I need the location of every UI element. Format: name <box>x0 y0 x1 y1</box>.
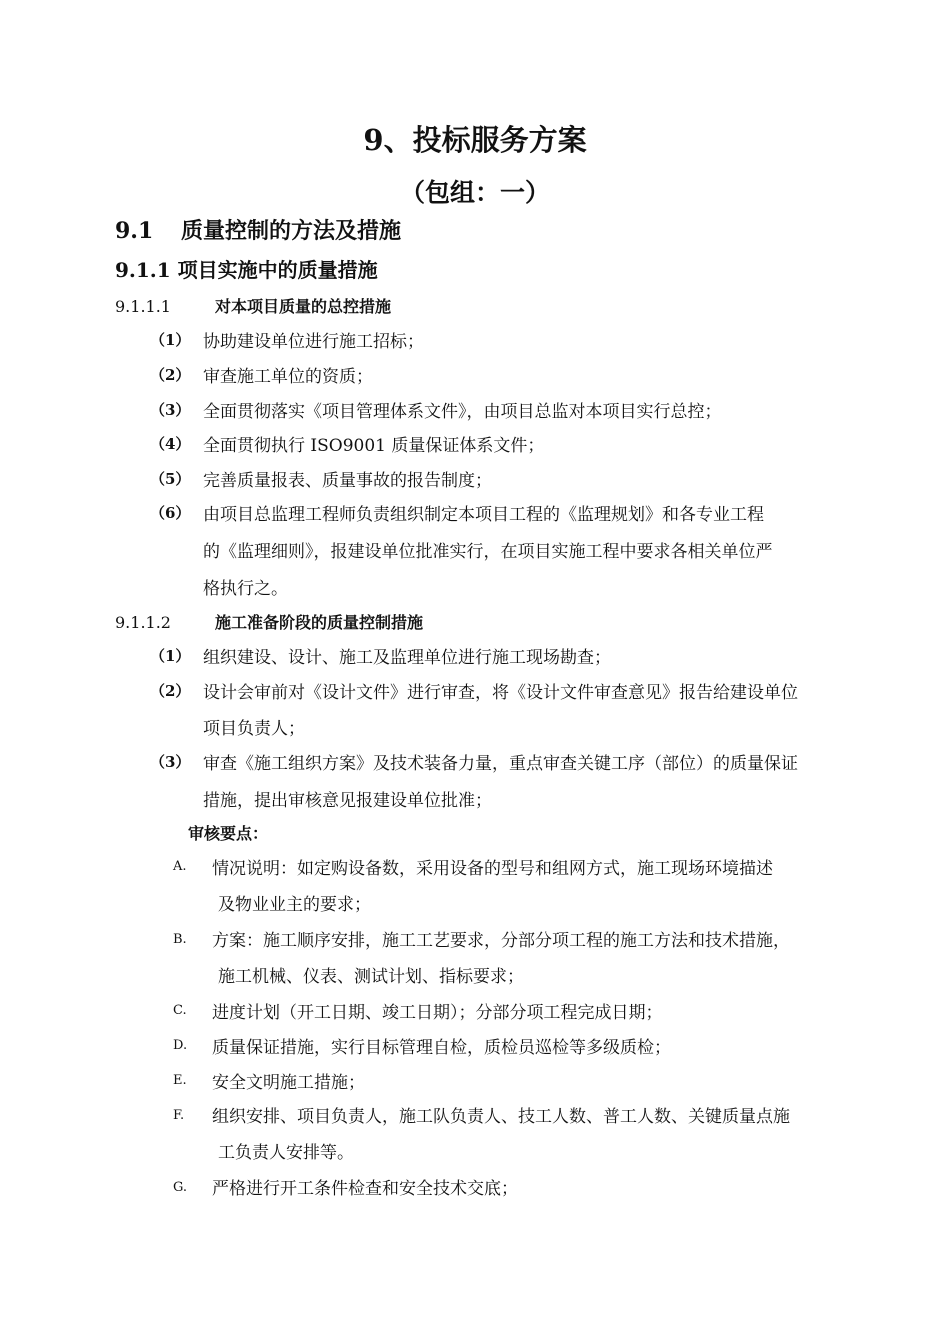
part1-number: 9.1.1.1 <box>115 297 171 316</box>
review-item-text: 组织安排、项目负责人，施工队负责人、技工人数、普工人数、关键质量点施 <box>212 1107 790 1127</box>
list-item-text: 协助建设单位进行施工招标； <box>203 332 424 352</box>
list-item-number: （5） <box>150 470 191 488</box>
review-item-text: 方案：施工顺序安排，施工工艺要求，分部分项工程的施工方法和技术措施， <box>212 931 790 951</box>
review-item-text: 质量保证措施，实行目标管理自检，质检员巡检等多级质检； <box>212 1038 671 1058</box>
list-item-number: （3） <box>150 401 191 419</box>
list-item-number: （1） <box>150 331 191 349</box>
review-item-text: 工负责人安排等。 <box>218 1143 354 1163</box>
review-item-text: 情况说明：如定购设备数，采用设备的型号和组网方式，施工现场环境描述 <box>212 859 773 879</box>
list-item-text: 项目负责人； <box>203 719 305 739</box>
list-item-text: 的《监理细则》，报建设单位批准实行，在项目实施工程中要求各相关单位严 <box>203 542 773 562</box>
list-item-number: （2） <box>150 366 191 384</box>
review-item-letter: F. <box>173 1108 185 1123</box>
list-item-text: 完善质量报表、质量事故的报告制度； <box>203 471 492 491</box>
part1-title: 对本项目质量的总控措施 <box>215 297 392 316</box>
part1-heading <box>115 294 391 317</box>
list-item-text: 格执行之。 <box>203 579 288 599</box>
review-item-letter: E. <box>173 1073 187 1088</box>
list-item-text: 全面贯彻执行 ISO9001 质量保证体系文件； <box>203 436 545 456</box>
page-subtitle: （包组：一） <box>399 178 550 207</box>
part2-title: 施工准备阶段的质量控制措施 <box>215 613 424 632</box>
section-heading <box>115 214 401 245</box>
section-title: 质量控制的方法及措施 <box>181 218 402 244</box>
list-item-number: （2） <box>150 682 191 700</box>
list-item-text: 全面贯彻落实《项目管理体系文件》，由项目总监对本项目实行总控； <box>203 402 722 422</box>
review-item-letter: D. <box>173 1038 188 1053</box>
list-item-text: 组织建设、设计、施工及监理单位进行施工现场勘查； <box>203 648 611 668</box>
review-item-text: 安全文明施工措施； <box>212 1073 365 1093</box>
list-item-number: （1） <box>150 647 191 665</box>
review-item-text: 及物业业主的要求； <box>218 895 371 915</box>
subsection-number: 9.1.1 <box>115 258 171 282</box>
page-title: 9、投标服务方案 <box>363 123 587 157</box>
review-item-text: 严格进行开工条件检查和安全技术交底； <box>212 1179 518 1199</box>
list-item-number: （3） <box>150 753 191 771</box>
list-item-text: 设计会审前对《设计文件》进行审查，将《设计文件审查意见》报告给建设单位 <box>203 683 798 703</box>
section-number: 9.1 <box>115 218 154 244</box>
list-item-number: （4） <box>150 435 191 453</box>
list-item-number: （6） <box>150 504 191 522</box>
list-item-text: 由项目总监理工程师负责组织制定本项目工程的《监理规划》和各专业工程 <box>203 505 764 525</box>
list-item-text: 措施，提出审核意见报建设单位批准； <box>203 791 492 811</box>
review-item-letter: A. <box>173 859 187 874</box>
review-item-letter: B. <box>173 932 187 947</box>
list-item-text: 审查施工单位的资质； <box>203 367 373 387</box>
review-item-letter: G. <box>173 1180 188 1195</box>
review-item-letter: C. <box>173 1003 187 1018</box>
review-item-text: 施工机械、仪表、测试计划、指标要求； <box>218 967 524 987</box>
subsection-title: 项目实施中的质量措施 <box>177 258 378 282</box>
review-item-text: 进度计划（开工日期、竣工日期）；分部分项工程完成日期； <box>212 1003 663 1023</box>
subsection-heading <box>115 254 378 283</box>
review-points-label: 审核要点： <box>188 824 269 843</box>
part2-number: 9.1.1.2 <box>115 613 171 632</box>
part2-heading <box>115 610 423 633</box>
list-item-text: 审查《施工组织方案》及技术装备力量，重点审查关键工序（部位）的质量保证 <box>203 754 798 774</box>
